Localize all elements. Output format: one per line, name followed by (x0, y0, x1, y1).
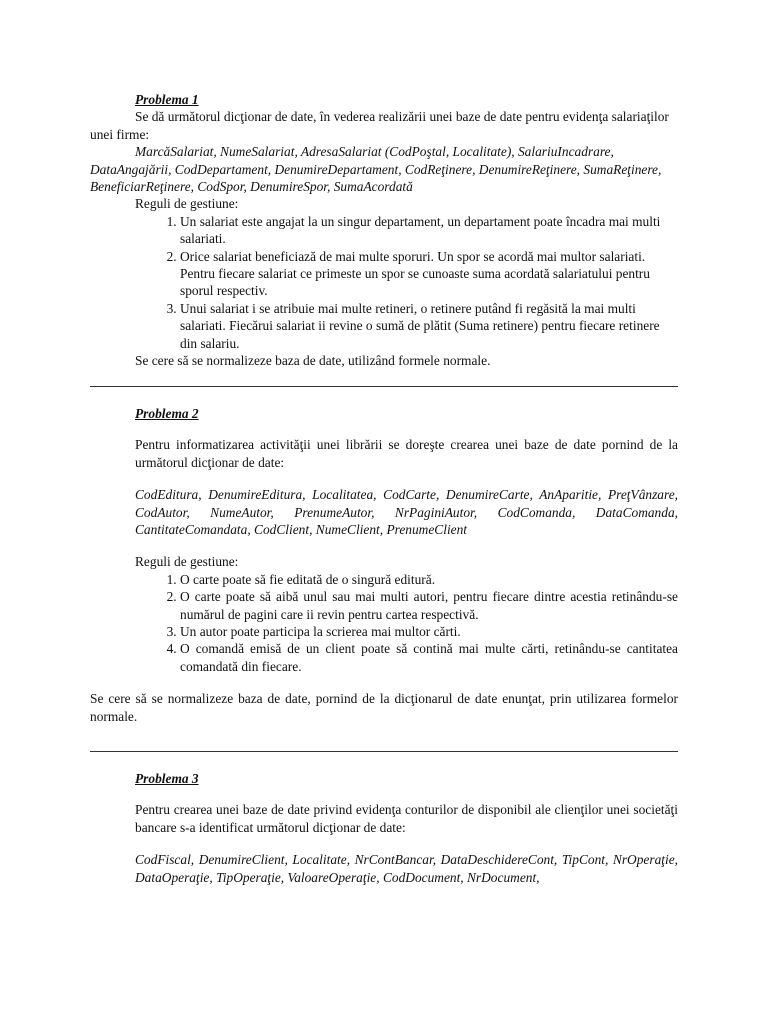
problem-2-rule-4: 4. O comandă emisă de un client poate să contină mai multe cărti, retinându-se cantitatea comandată din fiecare. (180, 640, 678, 675)
problem-3-intro: Pentru crearea unei baze de date privind evidenţa conturilor de disponibil ale clienţilor unei societăţi bancare s-a identificat următorul dicţionar de date: (135, 802, 678, 835)
problem-2-intro: Pentru informatizarea activităţii unei librării se doreşte crearea unei baze de date pornind de la următorul dicţionar de date: (135, 437, 678, 470)
problem-3 (90, 770, 678, 886)
problem-1-dictionary: MarcăSalariat, NumeSalariat, AdresaSalariat (CodPoştal, Localitate), SalariuIncadrare, DataAngajării, CodDepartament, DenumireDepartament, CodReţinere, DenumireReţinere, SumaReţinere, BeneficiarReţinere, CodSpor, DenumireSpor, SumaAcordată (90, 144, 662, 195)
problem-2-rules-list (90, 571, 678, 675)
problem-1-conclusion: Se cere să se normalizeze baza de date, utilizând formele normale. (135, 353, 491, 369)
problem-1 (90, 91, 678, 370)
problem-1-rule-1: 1. Un salariat este angajat la un singur departament, un departament poate încadra mai multi salariati. (180, 213, 678, 248)
problem-1-rules-heading: Reguli de gestiune: (135, 196, 239, 212)
problem-1-rule-3: 3. Unui salariat i se atribuie mai multe retineri, o retinere putând fi regăsită la mai multi salariati. Fiecărui salariat ii revine o sumă de plătit (Suma retinere) pentru fiecare retinere din salariu. (180, 300, 678, 352)
problem-2-rule-2: 2. O carte poate să aibă unul sau mai multi autori, pentru fiecare dintre acestia retinându-se numărul de pagini care ii revin pentru cartea respectivă. (180, 588, 678, 623)
problem-1-rules-list (90, 213, 678, 352)
problem-2 (90, 405, 678, 725)
problem-2-rule-3: 3. Un autor poate participa la scrierea mai multor cărti. (180, 623, 678, 640)
problem-2-dictionary: CodEditura, DenumireEditura, Localitatea, CodCarte, DenumireCarte, AnAparitie, PreţVânzare, CodAutor, NumeAutor, PrenumeAutor, NrPaginiAutor, CodComanda, DataComanda, CantitateComandata, CodClient, NumeClient, PrenumeClient (135, 487, 678, 538)
problem-3-dictionary: CodFiscal, DenumireClient, Localitate, NrContBancar, DataDeschidereCont, TipCont, NrOperaţie, DataOperaţie, TipOperaţie, ValoareOperaţie, CodDocument, NrDocument, (135, 852, 678, 885)
problem-1-intro: Se dă următorul dicţionar de date, în vederea realizării unei baze de date pentru evidenţa salariaţilor unei firme: (90, 109, 669, 142)
problem-1-title: Problema 1 (135, 92, 199, 107)
section-divider-2 (90, 751, 678, 752)
problem-1-rule-2: 2. Orice salariat beneficiază de mai multe sporuri. Un spor se acordă mai multor salariati. Pentru fiecare salariat ce primeste un spor se cunoaste suma acordată salariatului pentru sporul respectiv. (180, 248, 678, 300)
problem-3-title: Problema 3 (135, 771, 199, 786)
problem-2-conclusion: Se cere să se normalizeze baza de date, pornind de la dicţionarul de date enunţat, prin utilizarea formelor normale. (90, 691, 678, 724)
problem-2-rules-heading: Reguli de gestiune: (135, 554, 239, 570)
problem-2-rule-1: 1. O carte poate să fie editată de o singură editură. (180, 571, 678, 588)
section-divider-1 (90, 386, 678, 387)
problem-2-title: Problema 2 (135, 406, 199, 421)
